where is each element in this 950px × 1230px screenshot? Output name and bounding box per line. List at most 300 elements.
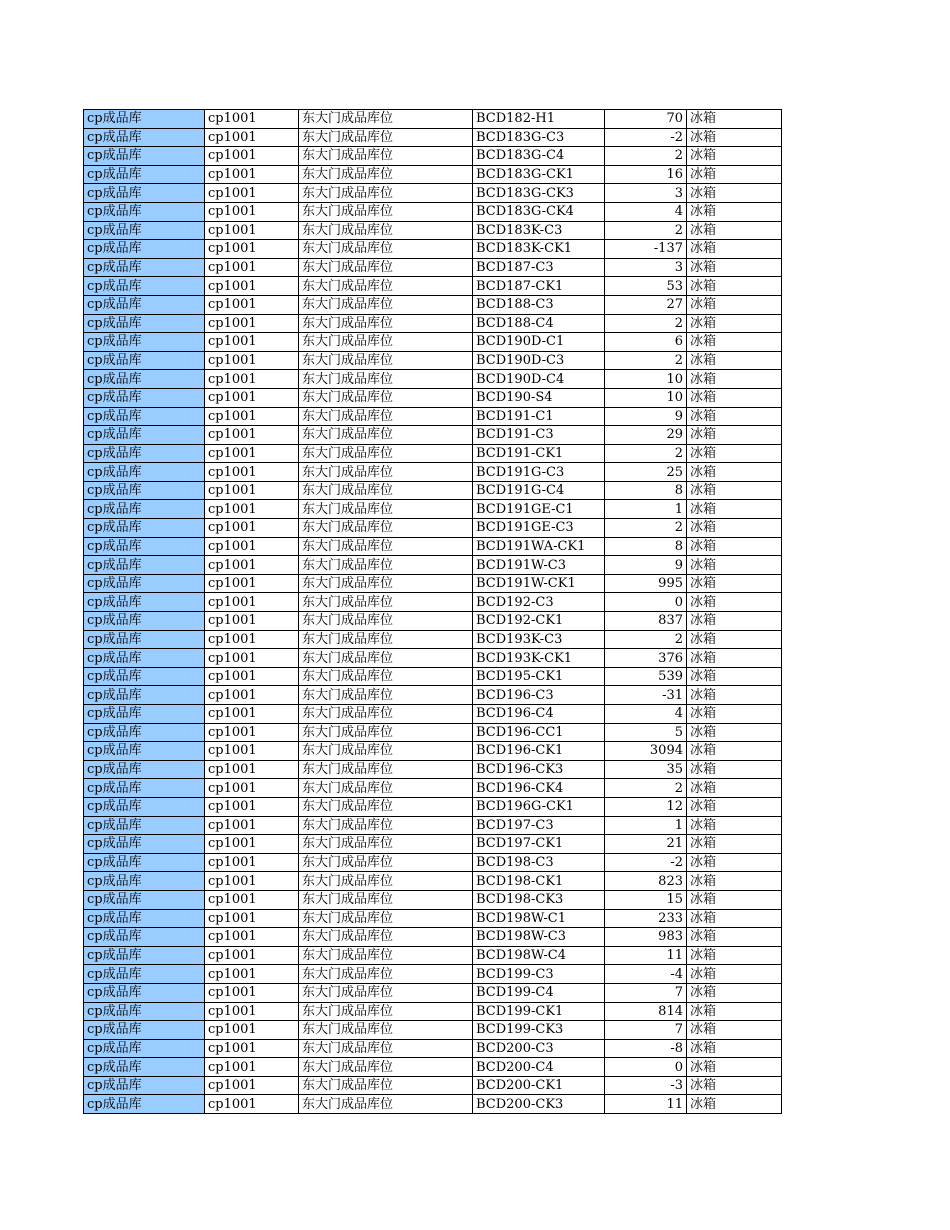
model-cell[interactable]: BCD198W-C3: [473, 928, 605, 947]
location-cell[interactable]: 东大门成品库位: [299, 444, 473, 463]
quantity-cell[interactable]: 53: [605, 277, 687, 296]
quantity-cell[interactable]: 16: [605, 165, 687, 184]
warehouse-cell[interactable]: cp成品库: [84, 928, 205, 947]
model-cell[interactable]: BCD196G-CK1: [473, 797, 605, 816]
warehouse-cell[interactable]: cp成品库: [84, 444, 205, 463]
code-cell[interactable]: cp1001: [205, 444, 299, 463]
model-cell[interactable]: BCD191-C1: [473, 407, 605, 426]
location-cell[interactable]: 东大门成品库位: [299, 574, 473, 593]
warehouse-cell[interactable]: cp成品库: [84, 705, 205, 724]
warehouse-cell[interactable]: cp成品库: [84, 1039, 205, 1058]
quantity-cell[interactable]: 6: [605, 333, 687, 352]
quantity-cell[interactable]: 27: [605, 295, 687, 314]
location-cell[interactable]: 东大门成品库位: [299, 797, 473, 816]
model-cell[interactable]: BCD196-CC1: [473, 723, 605, 742]
code-cell[interactable]: cp1001: [205, 258, 299, 277]
location-cell[interactable]: 东大门成品库位: [299, 1039, 473, 1058]
code-cell[interactable]: cp1001: [205, 1021, 299, 1040]
code-cell[interactable]: cp1001: [205, 667, 299, 686]
location-cell[interactable]: 东大门成品库位: [299, 853, 473, 872]
location-cell[interactable]: 东大门成品库位: [299, 723, 473, 742]
quantity-cell[interactable]: 2: [605, 630, 687, 649]
code-cell[interactable]: cp1001: [205, 1002, 299, 1021]
category-cell[interactable]: 冰箱: [687, 463, 782, 482]
quantity-cell[interactable]: 2: [605, 351, 687, 370]
warehouse-cell[interactable]: cp成品库: [84, 779, 205, 798]
model-cell[interactable]: BCD196-C4: [473, 705, 605, 724]
location-cell[interactable]: 东大门成品库位: [299, 407, 473, 426]
quantity-cell[interactable]: 3: [605, 184, 687, 203]
code-cell[interactable]: cp1001: [205, 295, 299, 314]
location-cell[interactable]: 东大门成品库位: [299, 1002, 473, 1021]
location-cell[interactable]: 东大门成品库位: [299, 872, 473, 891]
model-cell[interactable]: BCD200-C4: [473, 1058, 605, 1077]
quantity-cell[interactable]: 25: [605, 463, 687, 482]
location-cell[interactable]: 东大门成品库位: [299, 426, 473, 445]
category-cell[interactable]: 冰箱: [687, 872, 782, 891]
warehouse-cell[interactable]: cp成品库: [84, 110, 205, 129]
warehouse-cell[interactable]: cp成品库: [84, 835, 205, 854]
model-cell[interactable]: BCD200-CK1: [473, 1076, 605, 1095]
model-cell[interactable]: BCD183G-CK3: [473, 184, 605, 203]
category-cell[interactable]: 冰箱: [687, 240, 782, 259]
location-cell[interactable]: 东大门成品库位: [299, 742, 473, 761]
category-cell[interactable]: 冰箱: [687, 370, 782, 389]
code-cell[interactable]: cp1001: [205, 1076, 299, 1095]
quantity-cell[interactable]: 3094: [605, 742, 687, 761]
location-cell[interactable]: 东大门成品库位: [299, 500, 473, 519]
model-cell[interactable]: BCD191G-C3: [473, 463, 605, 482]
model-cell[interactable]: BCD192-CK1: [473, 612, 605, 631]
category-cell[interactable]: 冰箱: [687, 649, 782, 668]
warehouse-cell[interactable]: cp成品库: [84, 983, 205, 1002]
category-cell[interactable]: 冰箱: [687, 444, 782, 463]
category-cell[interactable]: 冰箱: [687, 965, 782, 984]
model-cell[interactable]: BCD187-CK1: [473, 277, 605, 296]
warehouse-cell[interactable]: cp成品库: [84, 370, 205, 389]
category-cell[interactable]: 冰箱: [687, 277, 782, 296]
quantity-cell[interactable]: 8: [605, 537, 687, 556]
location-cell[interactable]: 东大门成品库位: [299, 835, 473, 854]
quantity-cell[interactable]: 983: [605, 928, 687, 947]
warehouse-cell[interactable]: cp成品库: [84, 816, 205, 835]
code-cell[interactable]: cp1001: [205, 184, 299, 203]
category-cell[interactable]: 冰箱: [687, 333, 782, 352]
model-cell[interactable]: BCD199-CK3: [473, 1021, 605, 1040]
location-cell[interactable]: 东大门成品库位: [299, 612, 473, 631]
warehouse-cell[interactable]: cp成品库: [84, 649, 205, 668]
code-cell[interactable]: cp1001: [205, 909, 299, 928]
category-cell[interactable]: 冰箱: [687, 258, 782, 277]
location-cell[interactable]: 东大门成品库位: [299, 147, 473, 166]
quantity-cell[interactable]: -137: [605, 240, 687, 259]
category-cell[interactable]: 冰箱: [687, 537, 782, 556]
quantity-cell[interactable]: 0: [605, 1058, 687, 1077]
code-cell[interactable]: cp1001: [205, 147, 299, 166]
category-cell[interactable]: 冰箱: [687, 667, 782, 686]
location-cell[interactable]: 东大门成品库位: [299, 221, 473, 240]
location-cell[interactable]: 东大门成品库位: [299, 202, 473, 221]
model-cell[interactable]: BCD183G-CK4: [473, 202, 605, 221]
quantity-cell[interactable]: 70: [605, 110, 687, 129]
location-cell[interactable]: 东大门成品库位: [299, 519, 473, 538]
quantity-cell[interactable]: 233: [605, 909, 687, 928]
warehouse-cell[interactable]: cp成品库: [84, 760, 205, 779]
warehouse-cell[interactable]: cp成品库: [84, 184, 205, 203]
code-cell[interactable]: cp1001: [205, 983, 299, 1002]
category-cell[interactable]: 冰箱: [687, 1002, 782, 1021]
warehouse-cell[interactable]: cp成品库: [84, 481, 205, 500]
warehouse-cell[interactable]: cp成品库: [84, 946, 205, 965]
model-cell[interactable]: BCD195-CK1: [473, 667, 605, 686]
category-cell[interactable]: 冰箱: [687, 388, 782, 407]
quantity-cell[interactable]: 2: [605, 221, 687, 240]
code-cell[interactable]: cp1001: [205, 649, 299, 668]
category-cell[interactable]: 冰箱: [687, 1076, 782, 1095]
model-cell[interactable]: BCD199-C3: [473, 965, 605, 984]
code-cell[interactable]: cp1001: [205, 965, 299, 984]
quantity-cell[interactable]: 35: [605, 760, 687, 779]
category-cell[interactable]: 冰箱: [687, 1095, 782, 1114]
model-cell[interactable]: BCD190D-C3: [473, 351, 605, 370]
quantity-cell[interactable]: 12: [605, 797, 687, 816]
code-cell[interactable]: cp1001: [205, 314, 299, 333]
category-cell[interactable]: 冰箱: [687, 723, 782, 742]
model-cell[interactable]: BCD199-C4: [473, 983, 605, 1002]
code-cell[interactable]: cp1001: [205, 1058, 299, 1077]
warehouse-cell[interactable]: cp成品库: [84, 872, 205, 891]
quantity-cell[interactable]: 5: [605, 723, 687, 742]
quantity-cell[interactable]: 3: [605, 258, 687, 277]
category-cell[interactable]: 冰箱: [687, 705, 782, 724]
category-cell[interactable]: 冰箱: [687, 835, 782, 854]
location-cell[interactable]: 东大门成品库位: [299, 314, 473, 333]
location-cell[interactable]: 东大门成品库位: [299, 481, 473, 500]
warehouse-cell[interactable]: cp成品库: [84, 686, 205, 705]
category-cell[interactable]: 冰箱: [687, 630, 782, 649]
code-cell[interactable]: cp1001: [205, 128, 299, 147]
category-cell[interactable]: 冰箱: [687, 351, 782, 370]
warehouse-cell[interactable]: cp成品库: [84, 890, 205, 909]
quantity-cell[interactable]: 9: [605, 556, 687, 575]
category-cell[interactable]: 冰箱: [687, 110, 782, 129]
location-cell[interactable]: 东大门成品库位: [299, 184, 473, 203]
model-cell[interactable]: BCD191-CK1: [473, 444, 605, 463]
model-cell[interactable]: BCD191WA-CK1: [473, 537, 605, 556]
warehouse-cell[interactable]: cp成品库: [84, 519, 205, 538]
code-cell[interactable]: cp1001: [205, 835, 299, 854]
code-cell[interactable]: cp1001: [205, 202, 299, 221]
warehouse-cell[interactable]: cp成品库: [84, 853, 205, 872]
location-cell[interactable]: 东大门成品库位: [299, 649, 473, 668]
model-cell[interactable]: BCD187-C3: [473, 258, 605, 277]
code-cell[interactable]: cp1001: [205, 872, 299, 891]
category-cell[interactable]: 冰箱: [687, 165, 782, 184]
category-cell[interactable]: 冰箱: [687, 481, 782, 500]
warehouse-cell[interactable]: cp成品库: [84, 314, 205, 333]
location-cell[interactable]: 东大门成品库位: [299, 240, 473, 259]
location-cell[interactable]: 东大门成品库位: [299, 1021, 473, 1040]
quantity-cell[interactable]: 2: [605, 147, 687, 166]
warehouse-cell[interactable]: cp成品库: [84, 221, 205, 240]
location-cell[interactable]: 东大门成品库位: [299, 686, 473, 705]
code-cell[interactable]: cp1001: [205, 593, 299, 612]
warehouse-cell[interactable]: cp成品库: [84, 630, 205, 649]
model-cell[interactable]: BCD198-CK3: [473, 890, 605, 909]
quantity-cell[interactable]: 15: [605, 890, 687, 909]
model-cell[interactable]: BCD191W-CK1: [473, 574, 605, 593]
model-cell[interactable]: BCD183K-CK1: [473, 240, 605, 259]
location-cell[interactable]: 东大门成品库位: [299, 351, 473, 370]
code-cell[interactable]: cp1001: [205, 240, 299, 259]
category-cell[interactable]: 冰箱: [687, 928, 782, 947]
model-cell[interactable]: BCD196-C3: [473, 686, 605, 705]
warehouse-cell[interactable]: cp成品库: [84, 240, 205, 259]
quantity-cell[interactable]: 29: [605, 426, 687, 445]
category-cell[interactable]: 冰箱: [687, 407, 782, 426]
category-cell[interactable]: 冰箱: [687, 556, 782, 575]
quantity-cell[interactable]: 2: [605, 779, 687, 798]
model-cell[interactable]: BCD191GE-C3: [473, 519, 605, 538]
location-cell[interactable]: 东大门成品库位: [299, 667, 473, 686]
code-cell[interactable]: cp1001: [205, 351, 299, 370]
quantity-cell[interactable]: -31: [605, 686, 687, 705]
model-cell[interactable]: BCD200-C3: [473, 1039, 605, 1058]
category-cell[interactable]: 冰箱: [687, 574, 782, 593]
quantity-cell[interactable]: 7: [605, 983, 687, 1002]
quantity-cell[interactable]: 814: [605, 1002, 687, 1021]
category-cell[interactable]: 冰箱: [687, 184, 782, 203]
warehouse-cell[interactable]: cp成品库: [84, 388, 205, 407]
code-cell[interactable]: cp1001: [205, 463, 299, 482]
code-cell[interactable]: cp1001: [205, 797, 299, 816]
location-cell[interactable]: 东大门成品库位: [299, 1058, 473, 1077]
location-cell[interactable]: 东大门成品库位: [299, 388, 473, 407]
location-cell[interactable]: 东大门成品库位: [299, 630, 473, 649]
quantity-cell[interactable]: 10: [605, 370, 687, 389]
quantity-cell[interactable]: 2: [605, 519, 687, 538]
model-cell[interactable]: BCD198-C3: [473, 853, 605, 872]
quantity-cell[interactable]: 539: [605, 667, 687, 686]
quantity-cell[interactable]: 4: [605, 202, 687, 221]
quantity-cell[interactable]: 10: [605, 388, 687, 407]
warehouse-cell[interactable]: cp成品库: [84, 1095, 205, 1114]
model-cell[interactable]: BCD190D-C4: [473, 370, 605, 389]
category-cell[interactable]: 冰箱: [687, 983, 782, 1002]
code-cell[interactable]: cp1001: [205, 612, 299, 631]
warehouse-cell[interactable]: cp成品库: [84, 258, 205, 277]
code-cell[interactable]: cp1001: [205, 705, 299, 724]
model-cell[interactable]: BCD198W-C1: [473, 909, 605, 928]
code-cell[interactable]: cp1001: [205, 686, 299, 705]
code-cell[interactable]: cp1001: [205, 407, 299, 426]
code-cell[interactable]: cp1001: [205, 556, 299, 575]
code-cell[interactable]: cp1001: [205, 779, 299, 798]
model-cell[interactable]: BCD198-CK1: [473, 872, 605, 891]
model-cell[interactable]: BCD193K-CK1: [473, 649, 605, 668]
quantity-cell[interactable]: 2: [605, 444, 687, 463]
code-cell[interactable]: cp1001: [205, 928, 299, 947]
location-cell[interactable]: 东大门成品库位: [299, 779, 473, 798]
quantity-cell[interactable]: 0: [605, 593, 687, 612]
location-cell[interactable]: 东大门成品库位: [299, 165, 473, 184]
code-cell[interactable]: cp1001: [205, 1039, 299, 1058]
location-cell[interactable]: 东大门成品库位: [299, 965, 473, 984]
warehouse-cell[interactable]: cp成品库: [84, 407, 205, 426]
model-cell[interactable]: BCD183G-C3: [473, 128, 605, 147]
model-cell[interactable]: BCD191G-C4: [473, 481, 605, 500]
warehouse-cell[interactable]: cp成品库: [84, 165, 205, 184]
code-cell[interactable]: cp1001: [205, 574, 299, 593]
category-cell[interactable]: 冰箱: [687, 221, 782, 240]
warehouse-cell[interactable]: cp成品库: [84, 426, 205, 445]
model-cell[interactable]: BCD183G-CK1: [473, 165, 605, 184]
quantity-cell[interactable]: 11: [605, 946, 687, 965]
category-cell[interactable]: 冰箱: [687, 742, 782, 761]
code-cell[interactable]: cp1001: [205, 370, 299, 389]
code-cell[interactable]: cp1001: [205, 537, 299, 556]
code-cell[interactable]: cp1001: [205, 890, 299, 909]
quantity-cell[interactable]: -2: [605, 853, 687, 872]
category-cell[interactable]: 冰箱: [687, 1058, 782, 1077]
model-cell[interactable]: BCD198W-C4: [473, 946, 605, 965]
category-cell[interactable]: 冰箱: [687, 519, 782, 538]
category-cell[interactable]: 冰箱: [687, 779, 782, 798]
code-cell[interactable]: cp1001: [205, 816, 299, 835]
location-cell[interactable]: 东大门成品库位: [299, 946, 473, 965]
model-cell[interactable]: BCD196-CK1: [473, 742, 605, 761]
model-cell[interactable]: BCD199-CK1: [473, 1002, 605, 1021]
category-cell[interactable]: 冰箱: [687, 1039, 782, 1058]
warehouse-cell[interactable]: cp成品库: [84, 797, 205, 816]
model-cell[interactable]: BCD193K-C3: [473, 630, 605, 649]
code-cell[interactable]: cp1001: [205, 760, 299, 779]
category-cell[interactable]: 冰箱: [687, 1021, 782, 1040]
category-cell[interactable]: 冰箱: [687, 593, 782, 612]
location-cell[interactable]: 东大门成品库位: [299, 537, 473, 556]
model-cell[interactable]: BCD197-C3: [473, 816, 605, 835]
quantity-cell[interactable]: 21: [605, 835, 687, 854]
code-cell[interactable]: cp1001: [205, 481, 299, 500]
location-cell[interactable]: 东大门成品库位: [299, 928, 473, 947]
code-cell[interactable]: cp1001: [205, 853, 299, 872]
model-cell[interactable]: BCD192-C3: [473, 593, 605, 612]
location-cell[interactable]: 东大门成品库位: [299, 556, 473, 575]
quantity-cell[interactable]: 2: [605, 314, 687, 333]
warehouse-cell[interactable]: cp成品库: [84, 1058, 205, 1077]
category-cell[interactable]: 冰箱: [687, 426, 782, 445]
code-cell[interactable]: cp1001: [205, 277, 299, 296]
code-cell[interactable]: cp1001: [205, 742, 299, 761]
warehouse-cell[interactable]: cp成品库: [84, 909, 205, 928]
warehouse-cell[interactable]: cp成品库: [84, 295, 205, 314]
code-cell[interactable]: cp1001: [205, 165, 299, 184]
warehouse-cell[interactable]: cp成品库: [84, 333, 205, 352]
code-cell[interactable]: cp1001: [205, 630, 299, 649]
warehouse-cell[interactable]: cp成品库: [84, 667, 205, 686]
quantity-cell[interactable]: -4: [605, 965, 687, 984]
quantity-cell[interactable]: 1: [605, 816, 687, 835]
quantity-cell[interactable]: -3: [605, 1076, 687, 1095]
code-cell[interactable]: cp1001: [205, 221, 299, 240]
warehouse-cell[interactable]: cp成品库: [84, 463, 205, 482]
quantity-cell[interactable]: 9: [605, 407, 687, 426]
category-cell[interactable]: 冰箱: [687, 314, 782, 333]
category-cell[interactable]: 冰箱: [687, 202, 782, 221]
quantity-cell[interactable]: 4: [605, 705, 687, 724]
location-cell[interactable]: 东大门成品库位: [299, 909, 473, 928]
location-cell[interactable]: 东大门成品库位: [299, 816, 473, 835]
category-cell[interactable]: 冰箱: [687, 612, 782, 631]
model-cell[interactable]: BCD183G-C4: [473, 147, 605, 166]
model-cell[interactable]: BCD188-C3: [473, 295, 605, 314]
model-cell[interactable]: BCD191GE-C1: [473, 500, 605, 519]
warehouse-cell[interactable]: cp成品库: [84, 965, 205, 984]
category-cell[interactable]: 冰箱: [687, 295, 782, 314]
location-cell[interactable]: 东大门成品库位: [299, 333, 473, 352]
code-cell[interactable]: cp1001: [205, 426, 299, 445]
category-cell[interactable]: 冰箱: [687, 760, 782, 779]
model-cell[interactable]: BCD191W-C3: [473, 556, 605, 575]
warehouse-cell[interactable]: cp成品库: [84, 593, 205, 612]
model-cell[interactable]: BCD196-CK4: [473, 779, 605, 798]
category-cell[interactable]: 冰箱: [687, 686, 782, 705]
quantity-cell[interactable]: 8: [605, 481, 687, 500]
model-cell[interactable]: BCD197-CK1: [473, 835, 605, 854]
warehouse-cell[interactable]: cp成品库: [84, 1021, 205, 1040]
model-cell[interactable]: BCD190-S4: [473, 388, 605, 407]
location-cell[interactable]: 东大门成品库位: [299, 110, 473, 129]
code-cell[interactable]: cp1001: [205, 500, 299, 519]
warehouse-cell[interactable]: cp成品库: [84, 351, 205, 370]
code-cell[interactable]: cp1001: [205, 110, 299, 129]
warehouse-cell[interactable]: cp成品库: [84, 574, 205, 593]
quantity-cell[interactable]: -2: [605, 128, 687, 147]
location-cell[interactable]: 东大门成品库位: [299, 258, 473, 277]
code-cell[interactable]: cp1001: [205, 723, 299, 742]
quantity-cell[interactable]: 823: [605, 872, 687, 891]
warehouse-cell[interactable]: cp成品库: [84, 147, 205, 166]
warehouse-cell[interactable]: cp成品库: [84, 500, 205, 519]
quantity-cell[interactable]: 7: [605, 1021, 687, 1040]
code-cell[interactable]: cp1001: [205, 388, 299, 407]
category-cell[interactable]: 冰箱: [687, 946, 782, 965]
category-cell[interactable]: 冰箱: [687, 500, 782, 519]
quantity-cell[interactable]: 376: [605, 649, 687, 668]
quantity-cell[interactable]: -8: [605, 1039, 687, 1058]
code-cell[interactable]: cp1001: [205, 946, 299, 965]
code-cell[interactable]: cp1001: [205, 519, 299, 538]
model-cell[interactable]: BCD190D-C1: [473, 333, 605, 352]
warehouse-cell[interactable]: cp成品库: [84, 556, 205, 575]
location-cell[interactable]: 东大门成品库位: [299, 1076, 473, 1095]
quantity-cell[interactable]: 995: [605, 574, 687, 593]
category-cell[interactable]: 冰箱: [687, 128, 782, 147]
warehouse-cell[interactable]: cp成品库: [84, 537, 205, 556]
location-cell[interactable]: 东大门成品库位: [299, 277, 473, 296]
model-cell[interactable]: BCD196-CK3: [473, 760, 605, 779]
category-cell[interactable]: 冰箱: [687, 853, 782, 872]
location-cell[interactable]: 东大门成品库位: [299, 890, 473, 909]
location-cell[interactable]: 东大门成品库位: [299, 1095, 473, 1114]
warehouse-cell[interactable]: cp成品库: [84, 612, 205, 631]
warehouse-cell[interactable]: cp成品库: [84, 1076, 205, 1095]
category-cell[interactable]: 冰箱: [687, 797, 782, 816]
warehouse-cell[interactable]: cp成品库: [84, 128, 205, 147]
location-cell[interactable]: 东大门成品库位: [299, 760, 473, 779]
category-cell[interactable]: 冰箱: [687, 816, 782, 835]
location-cell[interactable]: 东大门成品库位: [299, 128, 473, 147]
